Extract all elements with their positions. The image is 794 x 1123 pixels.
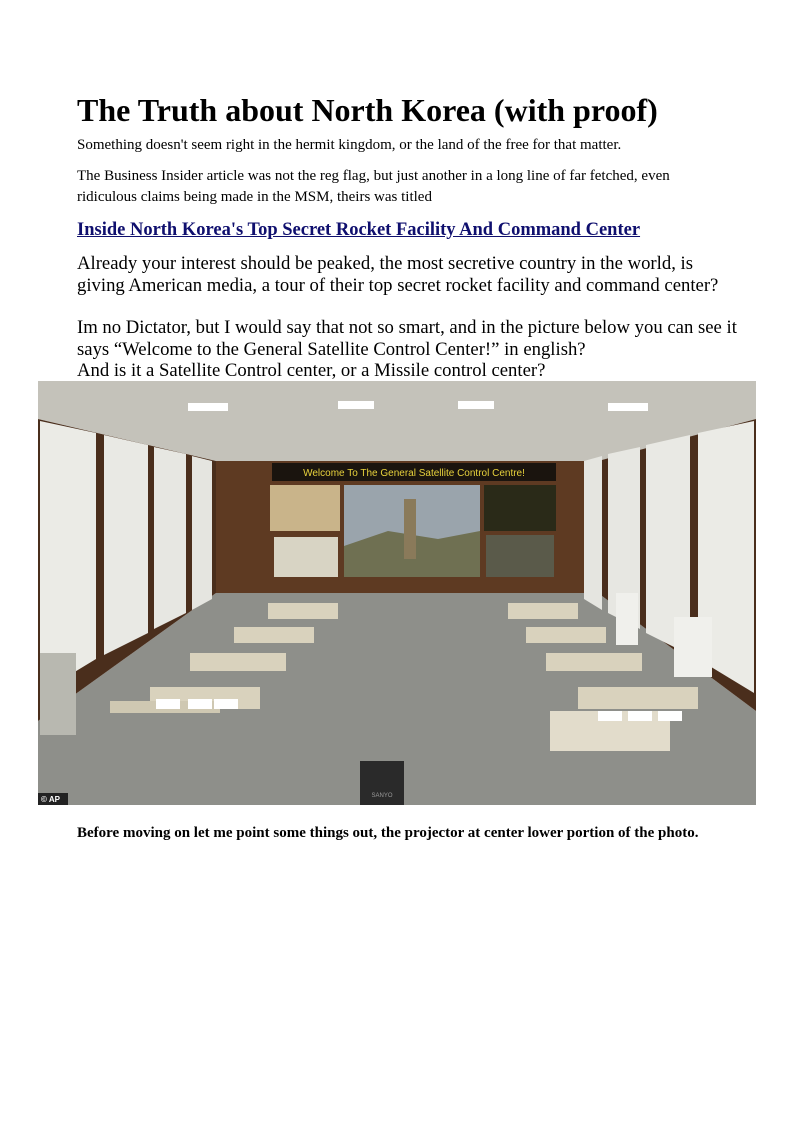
article-title: The Truth about North Korea (with proof) [77, 92, 658, 128]
question-paragraph: And is it a Satellite Control center, or a Missile control center? [77, 360, 546, 381]
intro-paragraph: Something doesn't seem right in the hermit kingdom, or the land of the free for that matter. [77, 137, 622, 153]
interest-paragraph: Already your interest should be peaked, the most secretive country in the world, is giving American media, a tour of their top secret rocket facility and command center? [77, 253, 719, 296]
photo-credit: © AP [41, 795, 60, 804]
business-insider-paragraph: The Business Insider article was not the reg flag, but just another in a long line of far fetched, even ridiculous claims being made in the MSM, theirs was titled [77, 168, 670, 205]
article-link[interactable]: Inside North Korea's Top Secret Rocket Facility And Command Center [77, 220, 641, 240]
control-center-photo [38, 381, 756, 805]
projector-brand: SANYO [371, 793, 393, 799]
photo-caption: Before moving on let me point some things out, the projector at center lower portion of the photo. [77, 825, 699, 841]
dictator-paragraph: Im no Dictator, but I would say that not so smart, and in the picture below you can see it says “Welcome to the General Satellite Control Center!” in english? [77, 317, 737, 360]
welcome-banner: Welcome To The General Satellite Control Centre! [303, 468, 525, 479]
